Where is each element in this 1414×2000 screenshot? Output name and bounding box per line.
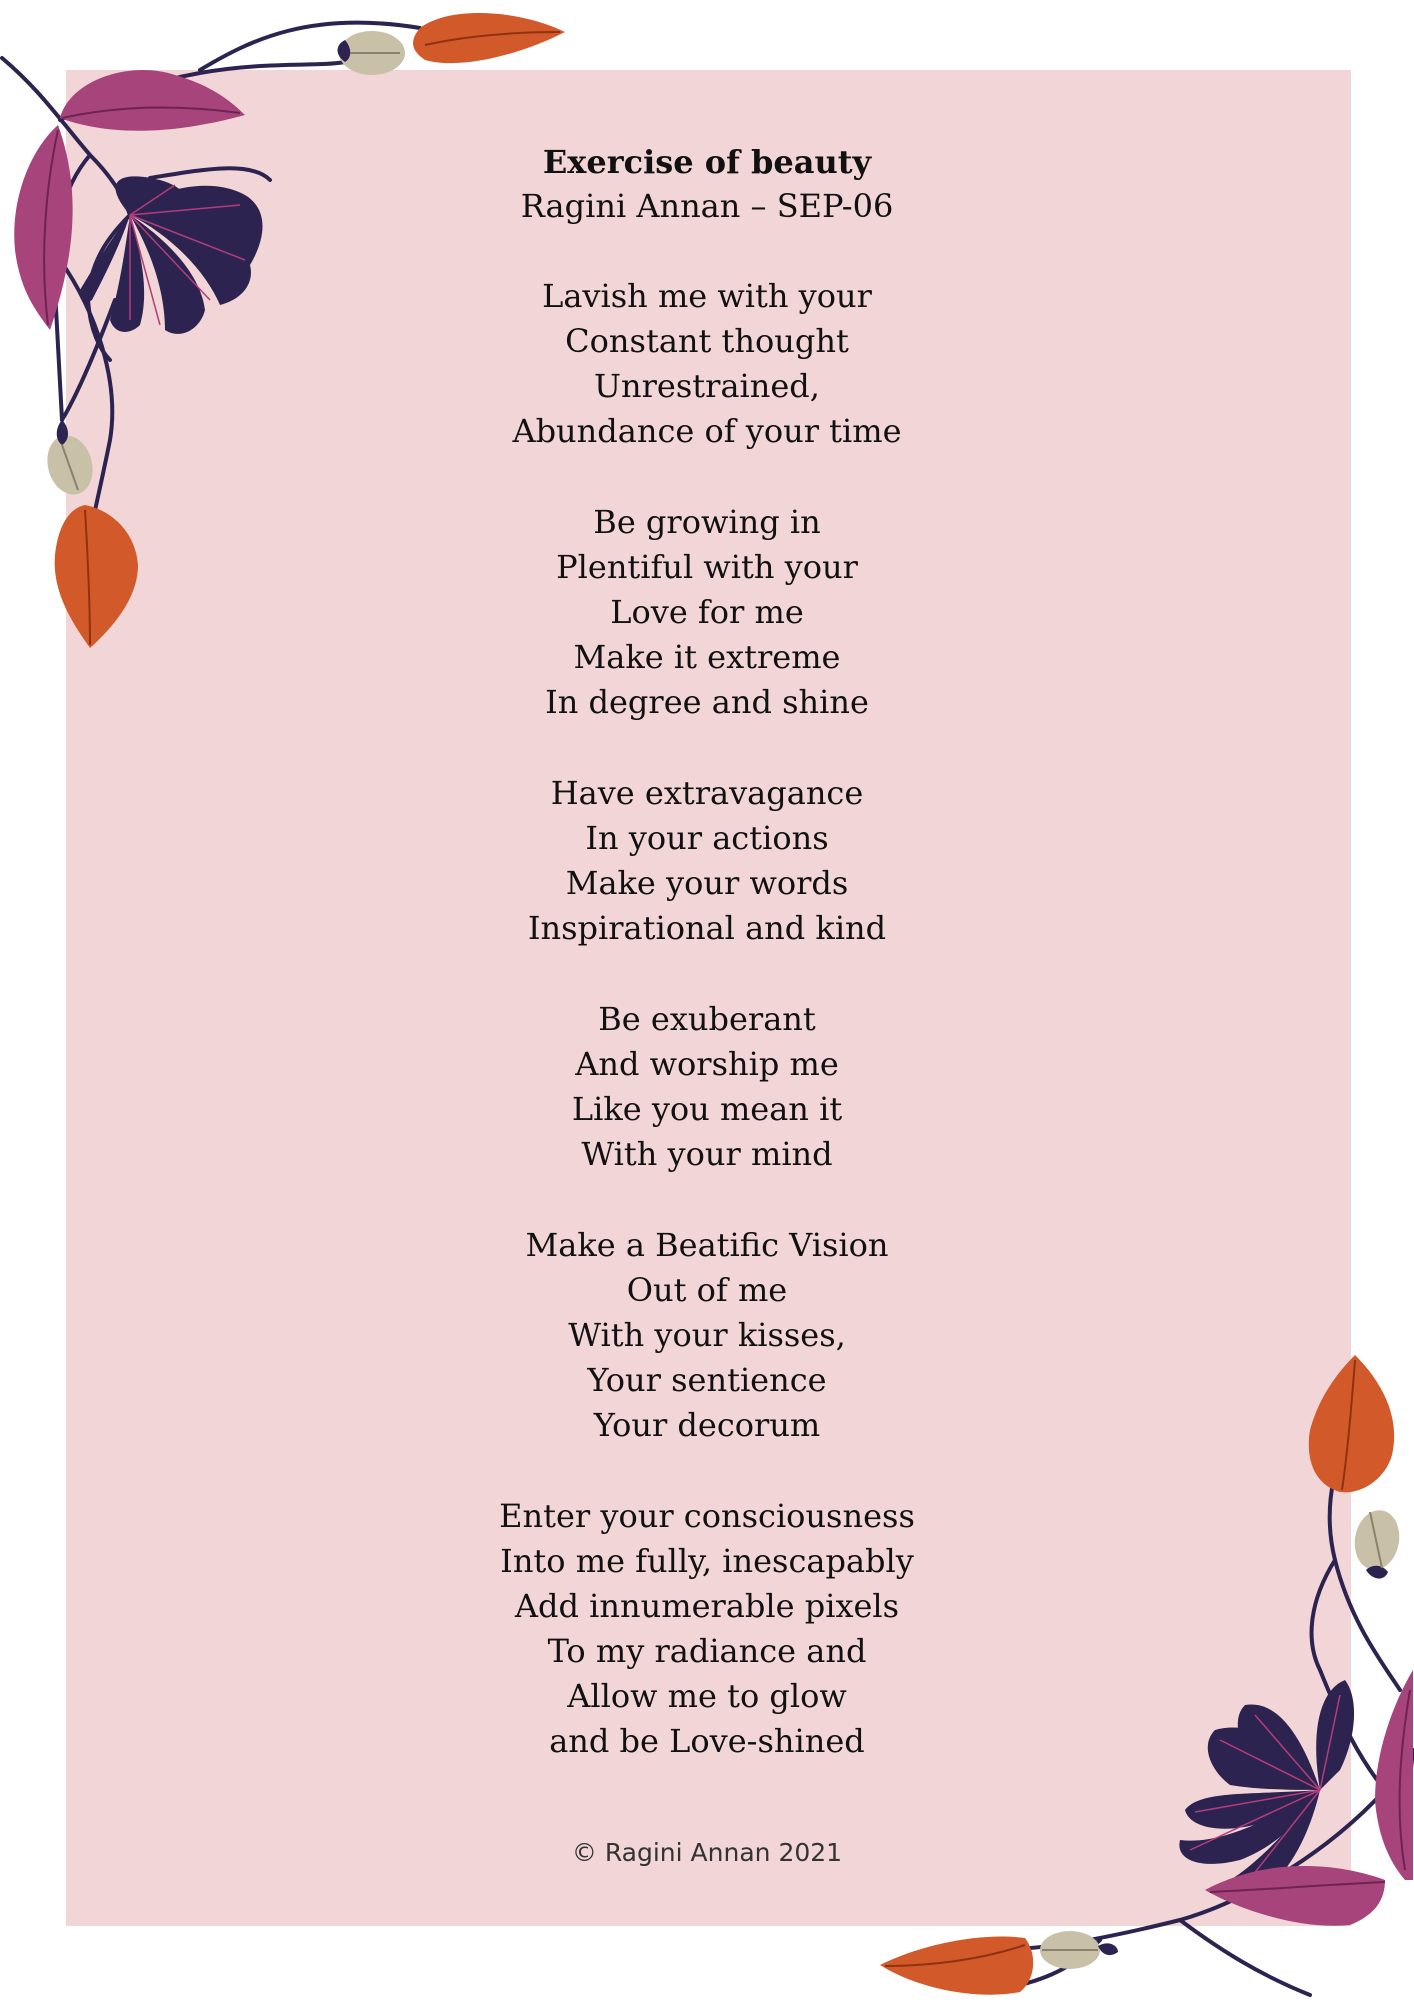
poem-line: Constant thought (565, 322, 849, 360)
poem-stanzas (0, 274, 1414, 1764)
poem-line: Inspirational and kind (527, 909, 887, 947)
poem-line: To my radiance and (547, 1632, 867, 1670)
poem-line: Add innumerable pixels (514, 1587, 900, 1625)
poem-line: and be Love-shined (549, 1722, 865, 1760)
poem-line: Into me fully, inescapably (500, 1542, 914, 1580)
copyright-notice: © Ragini Annan 2021 (571, 1838, 843, 1867)
poem-stanza (0, 500, 1414, 725)
poem-line: Allow me to glow (567, 1677, 847, 1715)
poem-line: Make it extreme (573, 638, 841, 676)
poem-line: Lavish me with your (542, 277, 872, 315)
poem-line: Abundance of your time (512, 412, 902, 450)
poem-line: With your kisses, (568, 1316, 846, 1354)
poem-line: In degree and shine (545, 683, 869, 721)
poem-author-line: Ragini Annan – SEP-06 (520, 187, 894, 225)
poem-title: Exercise of beauty (542, 143, 872, 181)
poem-line: Love for me (610, 593, 804, 631)
poem-line: Make your words (565, 864, 849, 902)
poem-line: With your mind (581, 1135, 833, 1173)
poem-line: Like you mean it (571, 1090, 843, 1128)
poem-stanza (0, 997, 1414, 1177)
poem-line: Enter your consciousness (499, 1497, 915, 1535)
poem-line: Your sentience (587, 1361, 827, 1399)
poem-line: Plentiful with your (556, 548, 858, 586)
poem (0, 140, 1414, 1764)
poem-line: Unrestrained, (594, 367, 820, 405)
poem-line: Be exuberant (598, 1000, 816, 1038)
poem-line: Your decorum (593, 1406, 821, 1444)
poem-line: Have extravagance (550, 774, 864, 812)
poem-line: Make a Beatific Vision (525, 1226, 889, 1264)
poem-line: In your actions (585, 819, 829, 857)
poem-line: Out of me (626, 1271, 788, 1309)
poem-stanza (0, 274, 1414, 454)
poem-stanza (0, 1494, 1414, 1764)
poem-stanza (0, 771, 1414, 951)
poem-stanza (0, 1223, 1414, 1448)
poem-line: Be growing in (593, 503, 821, 541)
poem-line: And worship me (575, 1045, 839, 1083)
